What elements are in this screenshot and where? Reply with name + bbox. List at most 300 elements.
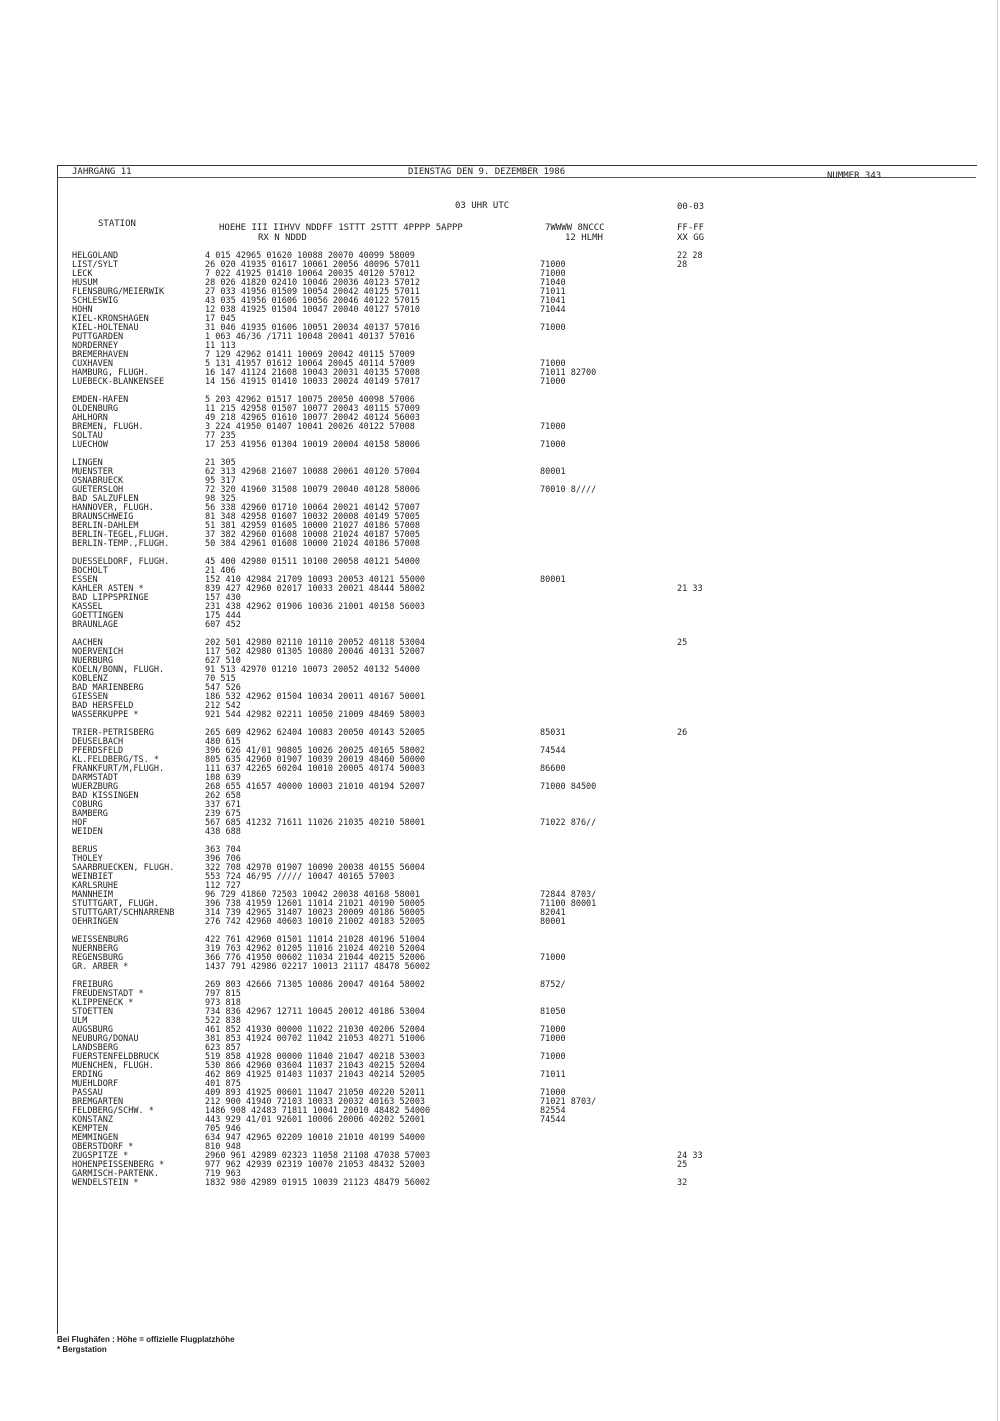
observation-data: 396 706 xyxy=(205,854,241,864)
wind-gust xyxy=(677,1089,737,1098)
wind-gust xyxy=(677,594,737,603)
observation-data: 5 131 41957 01612 10064 20045 40114 57009 xyxy=(205,359,415,369)
observation-data: 43 035 41956 01606 10056 20046 40122 57015 xyxy=(205,296,420,306)
observation-data: 12 038 41925 01504 10047 20040 40127 57010 xyxy=(205,305,420,315)
weather-code xyxy=(540,504,650,513)
station-name: KL.FELDBERG/TS. * xyxy=(72,755,159,765)
observation-data: 553 724 46/95 ///// 10047 40165 57003 xyxy=(205,872,395,882)
weather-code xyxy=(540,333,650,342)
station-name: GIESSEN xyxy=(72,692,108,702)
group-spacer xyxy=(540,927,650,936)
weather-code xyxy=(540,621,650,630)
wind-gust xyxy=(677,981,737,990)
station-name: GOETTINGEN xyxy=(72,611,124,621)
station-name: STUTTGART/SCHNARRENB xyxy=(72,908,175,918)
station-name: EMDEN-HAFEN xyxy=(72,395,129,405)
station-name: KEMPTEN xyxy=(72,1124,108,1134)
station-name: BREMGARTEN xyxy=(72,1097,124,1107)
observation-data: 70 515 xyxy=(205,674,236,684)
group-spacer xyxy=(540,630,650,639)
wind-gust xyxy=(677,1062,737,1071)
wind-gust xyxy=(677,828,737,837)
weather-code: 71040 xyxy=(540,278,566,288)
observation-data: 2960 961 42989 02323 11058 21108 47038 57003 xyxy=(205,1151,431,1161)
weather-code xyxy=(540,558,650,567)
station-name: KASSEL xyxy=(72,602,103,612)
group-spacer xyxy=(677,927,737,936)
wind-gust xyxy=(677,666,737,675)
observation-data: 17 253 41956 01304 10019 20004 40158 58006 xyxy=(205,440,420,450)
station-name: KIEL-KRONSHAGEN xyxy=(72,314,149,324)
station-name: NUERNBERG xyxy=(72,944,119,954)
station-name: ULM xyxy=(72,1016,88,1026)
weather-column-header: 7WWWW 8NCCC xyxy=(545,223,605,233)
observation-data: 27 033 41956 01509 10054 20042 40125 57011 xyxy=(205,287,420,297)
wind-gust xyxy=(677,279,737,288)
station-name: BAD SALZUFLEN xyxy=(72,494,139,504)
station-name: LIST/SYLT xyxy=(72,260,119,270)
observation-data: 212 542 xyxy=(205,701,241,711)
station-name: SAARBRUECKEN, FLUGH. xyxy=(72,863,175,873)
observation-data: 11 113 xyxy=(205,341,236,351)
observation-data: 839 427 42960 02017 10033 20021 48444 58002 xyxy=(205,584,426,594)
observation-data: 381 853 41924 00702 11042 21053 40271 51006 xyxy=(205,1034,426,1044)
wind-gust xyxy=(677,756,737,765)
weather-column-subheader: 12 HLMH xyxy=(565,233,603,243)
observation-data: 157 430 xyxy=(205,593,241,603)
station-name: OBERSTDORF * xyxy=(72,1142,134,1152)
weather-code xyxy=(540,702,650,711)
weather-code xyxy=(540,603,650,612)
wind-gust: 25 xyxy=(677,638,688,648)
wind-gust xyxy=(677,495,737,504)
group-spacer xyxy=(677,450,737,459)
wind-gust xyxy=(677,810,737,819)
time-label: 03 UHR UTC xyxy=(455,201,510,211)
weather-code: 82041 xyxy=(540,908,566,918)
weather-code xyxy=(540,693,650,702)
station-name: FREIBURG xyxy=(72,980,113,990)
station-name: NOERVENICH xyxy=(72,647,124,657)
weather-code: 81050 xyxy=(540,1007,566,1017)
weather-code xyxy=(540,522,650,531)
weather-code xyxy=(540,963,650,972)
wind-column-subheader: XX GG xyxy=(677,233,705,243)
weather-code: 71000 xyxy=(540,1025,566,1035)
group-spacer xyxy=(540,387,650,396)
station-name: HELGOLAND xyxy=(72,251,119,261)
observation-data: 112 727 xyxy=(205,881,241,891)
station-name: FLENSBURG/MEIERWIK xyxy=(72,287,165,297)
wind-gust: 22 28 xyxy=(677,251,703,261)
observation-data: 797 815 xyxy=(205,989,241,999)
station-name: BAD MARIENBERG xyxy=(72,683,144,693)
wind-gust xyxy=(677,693,737,702)
station-name: LUECHOW xyxy=(72,440,108,450)
wind-gust xyxy=(677,567,737,576)
observation-data: 50 384 42961 01608 10000 21024 40186 57008 xyxy=(205,539,420,549)
wind-gust xyxy=(677,1035,737,1044)
wind-gust xyxy=(677,1116,737,1125)
weather-code xyxy=(540,990,650,999)
observation-data: 7 129 42962 01411 10069 20042 40115 57009 xyxy=(205,350,415,360)
observation-data: 396 626 41/01 90805 10026 20025 40165 58002 xyxy=(205,746,426,756)
group-spacer xyxy=(205,450,535,459)
observation-data: 634 947 42965 02209 10010 21010 40199 54000 xyxy=(205,1133,426,1143)
group-spacer xyxy=(677,549,737,558)
wind-gust xyxy=(677,990,737,999)
wind-gust xyxy=(677,738,737,747)
observation-column xyxy=(205,252,535,1188)
date-label: DIENSTAG DEN 9. DEZEMBER 1986 xyxy=(408,167,566,177)
observation-data: 366 776 41950 00602 11034 21044 40215 52006 xyxy=(205,953,426,963)
wind-gust xyxy=(677,513,737,522)
station-name: WEISSENBURG xyxy=(72,935,129,945)
weather-code xyxy=(540,405,650,414)
wind-gust xyxy=(677,315,737,324)
observation-data: 239 675 xyxy=(205,809,241,819)
wind-gust xyxy=(677,1134,737,1143)
station-name: BRAUNSCHWEIG xyxy=(72,512,134,522)
observation-data: 72 320 41960 31508 10079 20040 40128 58006 xyxy=(205,485,420,495)
observation-data: 522 838 xyxy=(205,1016,241,1026)
wind-gust xyxy=(677,765,737,774)
observation-data: 269 803 42666 71305 10086 20047 40164 58002 xyxy=(205,980,426,990)
weather-code xyxy=(540,1143,650,1152)
station-name: SOLTAU xyxy=(72,431,103,441)
station-name: HOHN xyxy=(72,305,93,315)
weather-code xyxy=(540,864,650,873)
weather-code: 71000 xyxy=(540,377,566,387)
observation-data: 322 708 42970 01907 10090 20038 40155 56004 xyxy=(205,863,426,873)
station-name: BRAUNLAGE xyxy=(72,620,119,630)
volume-label: JAHRGANG 11 xyxy=(72,167,132,177)
observation-data: 49 218 42965 01610 10077 20042 40124 56003 xyxy=(205,413,420,423)
wind-gust xyxy=(677,801,737,810)
station-name: MEMMINGEN xyxy=(72,1133,119,1143)
weather-code xyxy=(540,1134,650,1143)
wind-gust xyxy=(677,522,737,531)
station-name: BAMBERG xyxy=(72,809,108,819)
station-name: GARMISCH-PARTENK. xyxy=(72,1169,159,1179)
weather-code xyxy=(540,495,650,504)
data-column-subheader: RX N NDDD xyxy=(258,233,307,243)
wind-gust xyxy=(677,711,737,720)
wind-gust xyxy=(677,306,737,315)
station-name: BERLIN-TEGEL,FLUGH. xyxy=(72,530,170,540)
station-name: WEIDEN xyxy=(72,827,103,837)
wind-gust xyxy=(677,909,737,918)
wind-gust xyxy=(677,918,737,927)
observation-data: 17 045 xyxy=(205,314,236,324)
group-spacer xyxy=(677,387,737,396)
wind-gust xyxy=(677,288,737,297)
wind-gust xyxy=(677,954,737,963)
observation-data: 117 502 42980 01305 10080 20046 40131 52007 xyxy=(205,647,426,657)
wind-gust xyxy=(677,297,737,306)
weather-code xyxy=(540,396,650,405)
weather-code: 71041 xyxy=(540,296,566,306)
weather-code xyxy=(540,936,650,945)
station-column-header: STATION xyxy=(98,219,136,229)
weather-code: 70010 8//// xyxy=(540,485,597,495)
weather-code xyxy=(540,1179,650,1188)
station-name: OLDENBURG xyxy=(72,404,119,414)
wind-gust xyxy=(677,936,737,945)
station-name: KONSTANZ xyxy=(72,1115,113,1125)
observation-data: 363 704 xyxy=(205,845,241,855)
wind-column xyxy=(677,252,737,1188)
wind-gust: 24 33 xyxy=(677,1151,703,1161)
observation-data: 91 513 42970 01210 10073 20052 40132 54000 xyxy=(205,665,420,675)
wind-gust xyxy=(677,702,737,711)
station-name: BREMEN, FLUGH. xyxy=(72,422,144,432)
station-name: LECK xyxy=(72,269,93,279)
station-name: PUTTGARDEN xyxy=(72,332,124,342)
observation-data: 3 224 41950 01407 10041 20026 40122 57008 xyxy=(205,422,415,432)
observation-data: 21 305 xyxy=(205,458,236,468)
station-name: BOCHOLT xyxy=(72,566,108,576)
wind-gust xyxy=(677,819,737,828)
station-name: ESSEN xyxy=(72,575,98,585)
wind-gust xyxy=(677,1125,737,1134)
station-name: HOF xyxy=(72,818,88,828)
weather-code xyxy=(540,531,650,540)
wind-gust xyxy=(677,657,737,666)
station-name: STOETTEN xyxy=(72,1007,113,1017)
wind-gust xyxy=(677,1026,737,1035)
weather-code: 71000 xyxy=(540,359,566,369)
observation-data: 480 615 xyxy=(205,737,241,747)
observation-data: 977 962 42939 02319 10070 21053 48432 52003 xyxy=(205,1160,426,1170)
station-name: AACHEN xyxy=(72,638,103,648)
wind-gust: 21 33 xyxy=(677,584,703,594)
weather-code: 71011 82700 xyxy=(540,368,597,378)
station-name: LUEBECK-BLANKENSEE xyxy=(72,377,165,387)
station-name: BERLIN-TEMP.,FLUGH. xyxy=(72,539,170,549)
station-name: LINGEN xyxy=(72,458,103,468)
wind-gust xyxy=(677,360,737,369)
wind-gust xyxy=(677,945,737,954)
issue-number: NUMMER 343 xyxy=(827,171,882,181)
weather-code: 82554 xyxy=(540,1106,566,1116)
observation-data: 16 147 41124 21608 10043 20031 40135 57008 xyxy=(205,368,420,378)
station-name: BREMERHAVEN xyxy=(72,350,129,360)
period-label: 00-03 xyxy=(677,202,705,212)
weather-code xyxy=(540,1170,650,1179)
footnote-mountain: * Bergstation xyxy=(57,1345,107,1354)
observation-data: 1437 791 42986 02217 10013 21117 48478 56002 xyxy=(205,962,431,972)
station-name: WENDELSTEIN * xyxy=(72,1178,139,1188)
weather-code xyxy=(540,648,650,657)
wind-gust xyxy=(677,468,737,477)
weather-code xyxy=(540,594,650,603)
station-name: OSNABRUECK xyxy=(72,476,124,486)
observation-data: 81 348 42958 01607 10032 20008 40149 57005 xyxy=(205,512,420,522)
wind-gust xyxy=(677,504,737,513)
wind-gust xyxy=(677,882,737,891)
observation-data: 28 026 41820 02410 10046 20036 40123 57012 xyxy=(205,278,420,288)
station-name: ZUGSPITZE * xyxy=(72,1151,129,1161)
station-name: GUETERSLOH xyxy=(72,485,124,495)
observation-data: 1832 980 42989 01915 10039 21123 48479 56002 xyxy=(205,1178,431,1188)
station-name: FUERSTENFELDBRUCK xyxy=(72,1052,159,1062)
footnote-airports: Bei Flughäfen : Höhe = offizielle Flugplatzhöhe xyxy=(57,1335,235,1344)
wind-gust xyxy=(677,873,737,882)
wind-gust xyxy=(677,270,737,279)
weather-code: 8752/ xyxy=(540,980,566,990)
weather-code: 85031 xyxy=(540,728,566,738)
observation-data: 567 685 41232 71611 11026 21035 40210 58001 xyxy=(205,818,426,828)
observation-data: 175 444 xyxy=(205,611,241,621)
observation-data: 152 410 42984 21709 10093 20053 40121 55000 xyxy=(205,575,426,585)
wind-gust xyxy=(677,675,737,684)
wind-gust xyxy=(677,441,737,450)
wind-gust xyxy=(677,405,737,414)
station-name: WUERZBURG xyxy=(72,782,119,792)
observation-data: 231 438 42962 01906 10036 21001 40158 56003 xyxy=(205,602,426,612)
observation-data: 108 639 xyxy=(205,773,241,783)
weather-code xyxy=(540,1161,650,1170)
weather-code: 71000 xyxy=(540,1034,566,1044)
station-name: OEHRINGEN xyxy=(72,917,119,927)
group-spacer xyxy=(677,972,737,981)
observation-data: 202 501 42980 02110 10110 20052 40118 53004 xyxy=(205,638,426,648)
observation-data: 443 929 41/01 92601 10006 20006 40202 52001 xyxy=(205,1115,426,1125)
station-name: WASSERKUPPE * xyxy=(72,710,139,720)
station-name: BAD LIPPSPRINGE xyxy=(72,593,149,603)
station-name: NORDERNEY xyxy=(72,341,119,351)
weather-code: 71000 xyxy=(540,1088,566,1098)
weather-code xyxy=(540,666,650,675)
wind-gust xyxy=(677,1053,737,1062)
station-name: DUESSELDORF, FLUGH. xyxy=(72,557,170,567)
wind-gust: 26 xyxy=(677,728,688,738)
station-name: KOELN/BONN, FLUGH. xyxy=(72,665,165,675)
observation-data: 319 763 42962 01205 11016 21024 40210 52004 xyxy=(205,944,426,954)
wind-gust xyxy=(677,540,737,549)
station-name: BAD HERSFELD xyxy=(72,701,134,711)
wind-gust: 28 xyxy=(677,260,688,270)
weather-code xyxy=(540,855,650,864)
observation-data: 31 046 41935 01606 10051 20034 40137 57016 xyxy=(205,323,420,333)
station-name: MUEHLDORF xyxy=(72,1079,119,1089)
observation-data: 401 875 xyxy=(205,1079,241,1089)
group-spacer xyxy=(540,549,650,558)
observation-data: 438 688 xyxy=(205,827,241,837)
weather-code xyxy=(540,801,650,810)
observation-data: 547 526 xyxy=(205,683,241,693)
observation-data: 45 400 42980 01511 10100 20058 40121 54000 xyxy=(205,557,420,567)
wind-gust xyxy=(677,846,737,855)
observation-data: 77 235 xyxy=(205,431,236,441)
station-name: BAD KISSINGEN xyxy=(72,791,139,801)
weather-code xyxy=(540,1125,650,1134)
station-name: MANNHEIM xyxy=(72,890,113,900)
station-name: AUGSBURG xyxy=(72,1025,113,1035)
weather-code: 71000 xyxy=(540,422,566,432)
observation-data: 519 858 41928 00000 11040 21047 40218 53003 xyxy=(205,1052,426,1062)
weather-code: 71100 80001 xyxy=(540,899,597,909)
wind-gust xyxy=(677,891,737,900)
observation-data: 461 852 41930 00000 11022 21030 40206 52004 xyxy=(205,1025,426,1035)
group-spacer xyxy=(540,837,650,846)
observation-data: 973 818 xyxy=(205,998,241,1008)
station-name: MUENCHEN, FLUGH. xyxy=(72,1061,154,1071)
wind-gust xyxy=(677,369,737,378)
weather-code: 86600 xyxy=(540,764,566,774)
wind-gust xyxy=(677,1071,737,1080)
wind-gust xyxy=(677,1008,737,1017)
wind-gust xyxy=(677,684,737,693)
wind-gust xyxy=(677,792,737,801)
wind-gust xyxy=(677,612,737,621)
wind-gust xyxy=(677,486,737,495)
observation-data: 37 382 42960 01608 10008 21024 40187 57005 xyxy=(205,530,420,540)
weather-code: 71000 xyxy=(540,440,566,450)
station-name: STUTTGART, FLUGH. xyxy=(72,899,159,909)
weather-code: 71000 xyxy=(540,1052,566,1062)
station-name: NEUBURG/DONAU xyxy=(72,1034,139,1044)
station-name: FELDBERG/SCHW. * xyxy=(72,1106,154,1116)
wind-column-header: FF-FF xyxy=(677,223,705,233)
station-name: COBURG xyxy=(72,800,103,810)
weather-code xyxy=(540,540,650,549)
weather-code: 80001 xyxy=(540,467,566,477)
wind-gust: 25 xyxy=(677,1160,688,1170)
station-name: REGENSBURG xyxy=(72,953,124,963)
observation-data: 186 532 42962 01504 10034 20011 40167 50001 xyxy=(205,692,426,702)
observation-data: 62 313 42968 21607 10088 20061 40120 57004 xyxy=(205,467,420,477)
observation-data: 719 963 xyxy=(205,1169,241,1179)
weather-column xyxy=(540,252,650,1188)
wind-gust xyxy=(677,1080,737,1089)
weather-code: 71011 xyxy=(540,1070,566,1080)
observation-data: 623 857 xyxy=(205,1043,241,1053)
observation-data: 805 635 42960 01907 10039 20019 48460 50000 xyxy=(205,755,426,765)
observation-data: 26 020 41935 01617 10061 20056 40096 57011 xyxy=(205,260,420,270)
station-name: THOLEY xyxy=(72,854,103,864)
wind-gust xyxy=(677,603,737,612)
wind-gust xyxy=(677,432,737,441)
weather-code: 71044 xyxy=(540,305,566,315)
wind-gust xyxy=(677,963,737,972)
observation-data: 268 655 41657 40000 10003 21010 40194 52007 xyxy=(205,782,426,792)
station-name: KARLSRUHE xyxy=(72,881,119,891)
observation-data: 705 946 xyxy=(205,1124,241,1134)
station-name: CUXHAVEN xyxy=(72,359,113,369)
weather-code xyxy=(540,684,650,693)
observation-data: 212 900 41940 72103 10033 20032 40163 52003 xyxy=(205,1097,426,1107)
weather-code: 74544 xyxy=(540,746,566,756)
observation-data: 607 452 xyxy=(205,620,241,630)
observation-data: 422 761 42960 01501 11014 21028 40196 51004 xyxy=(205,935,426,945)
station-name: ERDING xyxy=(72,1070,103,1080)
observation-data: 51 381 42959 01605 10000 21027 40186 57008 xyxy=(205,521,420,531)
observation-data: 14 156 41915 01410 10033 20024 40149 57017 xyxy=(205,377,420,387)
weather-code: 72844 8703/ xyxy=(540,890,597,900)
observation-data: 5 203 42962 01517 10075 20050 40098 57006 xyxy=(205,395,415,405)
station-name: HANNOVER, FLUGH. xyxy=(72,503,154,513)
station-name: DARMSTADT xyxy=(72,773,119,783)
observation-data: 530 866 42960 03604 11037 21043 40215 52004 xyxy=(205,1061,426,1071)
weather-code xyxy=(540,846,650,855)
weather-code: 80001 xyxy=(540,917,566,927)
wind-gust xyxy=(677,1107,737,1116)
observation-data: 1 063 46/36 /1711 10048 20041 40137 57016 xyxy=(205,332,415,342)
wind-gust xyxy=(677,999,737,1008)
station-name: TRIER-PETRISBERG xyxy=(72,728,154,738)
